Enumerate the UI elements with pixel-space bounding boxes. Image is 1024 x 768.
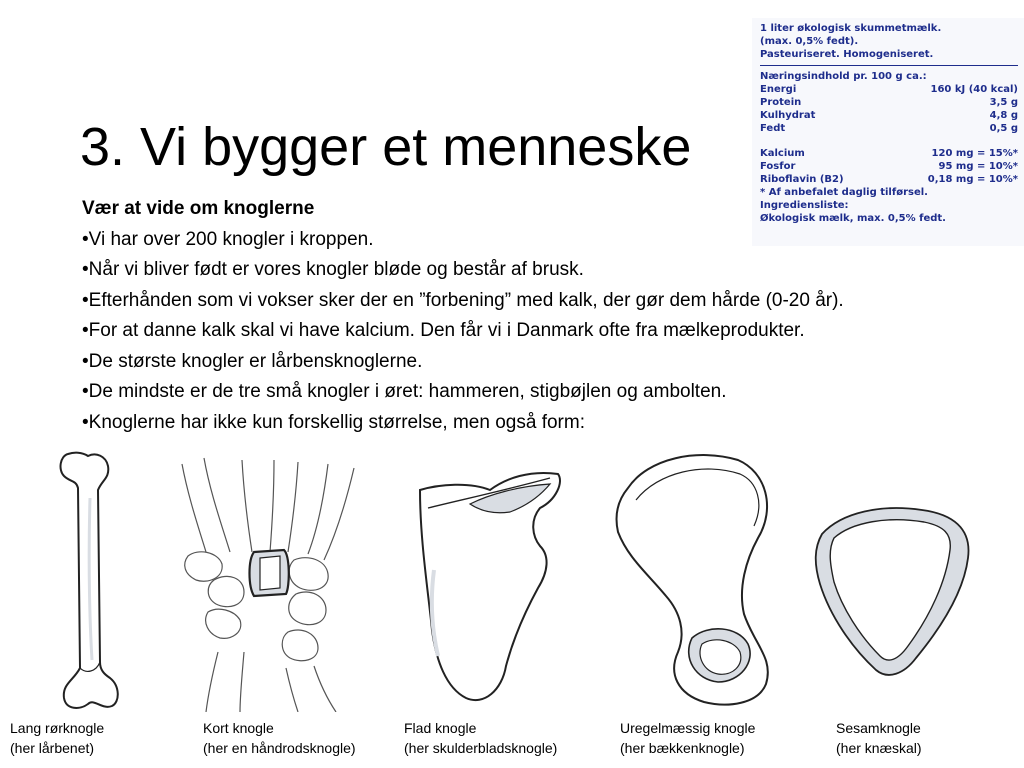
hip-bone-illustration: [608, 448, 776, 710]
facts-heading: Vær at vide om knoglerne: [82, 198, 315, 219]
bone-caption-sesamoid: Sesamknogle (her knæskal): [836, 720, 922, 756]
fact-item: •De mindste er de tre små knogler i øret: hammeren, stigbøjlen og ambolten.: [82, 381, 727, 402]
fact-item: •Efterhånden som vi vokser sker der en ”forbening” med kalk, der gør dem hårde (0-20 år).: [82, 289, 844, 311]
bone-facts: [82, 194, 844, 438]
fact-item: •De største knogler er lårbensknoglerne.: [82, 350, 423, 372]
slide-title: 3. Vi bygger et menneske: [80, 117, 692, 178]
label-row: Riboflavin (B2) 0,18 mg = 10%*: [760, 174, 1018, 185]
femur-illustration: [50, 448, 130, 714]
label-row: (max. 0,5% fedt).: [760, 36, 859, 47]
label-row: Pasteuriseret. Homogeniseret.: [760, 49, 934, 60]
label-row: * Af anbefalet daglig tilførsel.: [760, 187, 928, 198]
wrist-illustration: [178, 456, 360, 712]
bone-caption-flat: Flad knogle (her skulderbladsknogle): [404, 720, 558, 756]
label-row: Økologisk mælk, max. 0,5% fedt.: [760, 213, 946, 224]
bone-caption-irregular: Uregelmæssig knogle (her bækkenknogle): [620, 720, 756, 756]
label-row: Kalcium 120 mg = 15%*: [760, 148, 1018, 159]
label-divider: [760, 65, 1018, 66]
label-row: Kulhydrat 4,8 g: [760, 110, 1018, 121]
label-row: Energi 160 kJ (40 kcal): [760, 84, 1018, 95]
scapula-illustration: [410, 460, 568, 710]
label-row: Næringsindhold pr. 100 g ca.:: [760, 71, 927, 82]
bone-caption-long: Lang rørknogle (her lårbenet): [10, 720, 105, 756]
fact-item: •Vi har over 200 knogler i kroppen.: [82, 228, 374, 250]
bone-caption-short: Kort knogle (her en håndrodsknogle): [203, 720, 356, 756]
label-row: 1 liter økologisk skummetmælk.: [760, 23, 942, 34]
fact-item: •For at danne kalk skal vi have kalcium. Den får vi i Danmark ofte fra mælkeprodukter.: [82, 320, 805, 341]
label-row: Protein 3,5 g: [760, 97, 1018, 108]
fact-item: •Når vi bliver født er vores knogler bløde og består af brusk.: [82, 259, 584, 280]
fact-item: •Knoglerne har ikke kun forskellig størrelse, men også form:: [82, 411, 585, 433]
patella-illustration: [812, 494, 976, 684]
label-row: Fosfor 95 mg = 10%*: [760, 161, 1018, 172]
label-row: Fedt 0,5 g: [760, 123, 1018, 134]
label-row: Ingrediensliste:: [760, 200, 849, 211]
